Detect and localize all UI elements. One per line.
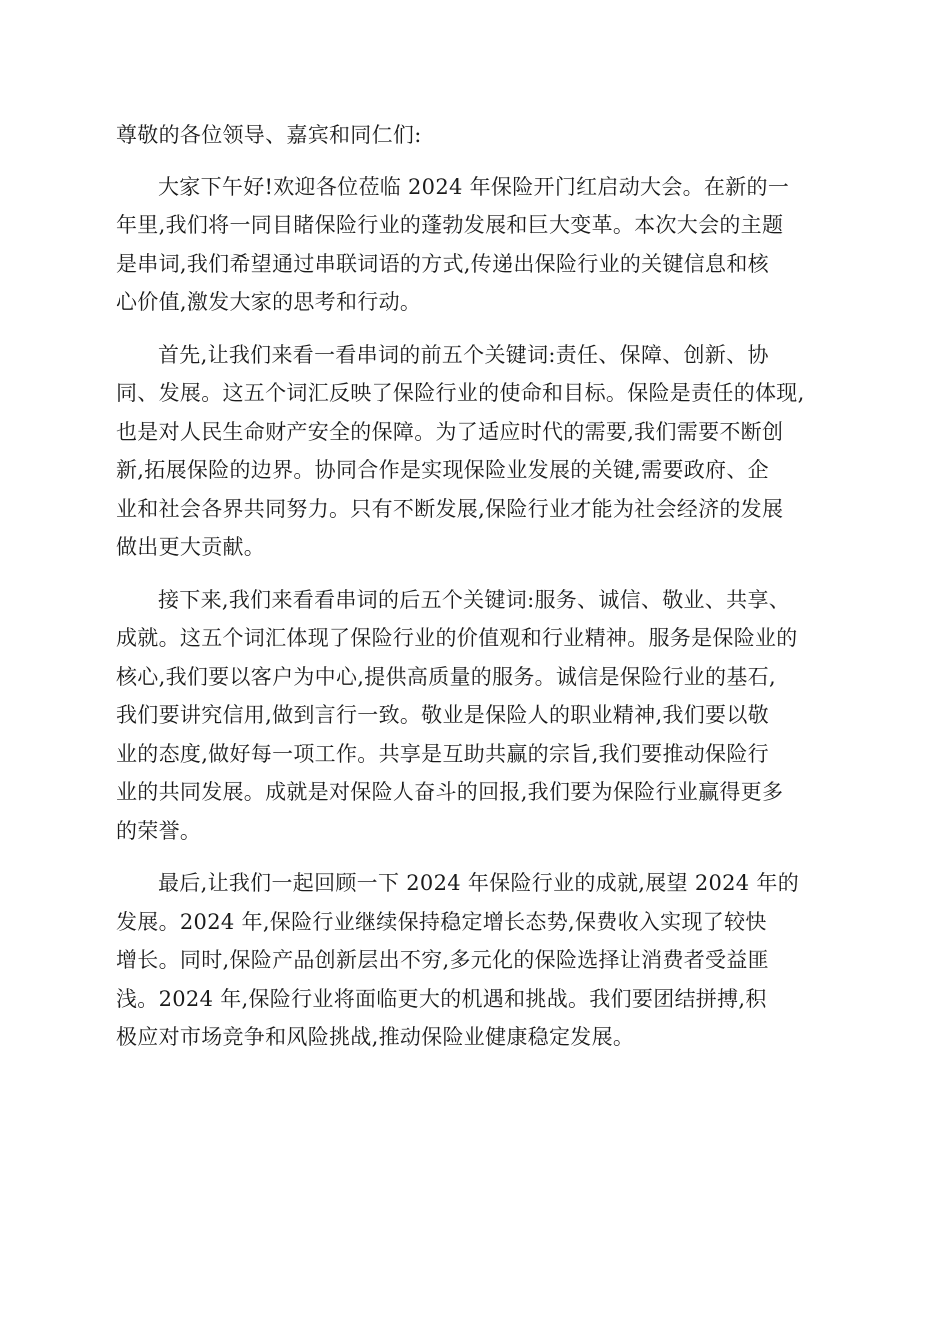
paragraph-line: 是串词,我们希望通过串联词语的方式,传递出保险行业的关键信息和核: [116, 251, 769, 276]
paragraph-line: 业和社会各界共同努力。只有不断发展,保险行业才能为社会经济的发展: [116, 496, 784, 521]
paragraph-line: 同、发展。这五个词汇反映了保险行业的使命和目标。保险是责任的体现,: [116, 381, 805, 405]
paragraph-line: 新,拓展保险的边界。协同合作是实现保险业发展的关键,需要政府、企: [116, 458, 769, 482]
paragraph-line: 浅。2024 年,保险行业将面临更大的机遇和挑战。我们要团结拼搏,积: [116, 986, 767, 1011]
paragraph-line: 接下来,我们来看看串词的后五个关键词:服务、诚信、敬业、共享、: [158, 587, 791, 612]
paragraph-line: 极应对市场竞争和风险挑战,推动保险业健康稳定发展。: [116, 1025, 635, 1049]
paragraph-line: 发展。2024 年,保险行业继续保持稳定增长态势,保费收入实现了较快: [116, 909, 767, 934]
paragraph-line: 我们要讲究信用,做到言行一致。敬业是保险人的职业精神,我们要以敬: [116, 703, 769, 727]
paragraph-line: 也是对人民生命财产安全的保障。为了适应时代的需要,我们需要不断创: [116, 419, 784, 444]
paragraph-line: 做出更大贡献。: [116, 535, 266, 559]
paragraph-line: 首先,让我们来看一看串词的前五个关键词:责任、保障、创新、协: [158, 342, 769, 367]
salutation: [116, 116, 836, 155]
paragraph-line: 业的态度,做好每一项工作。共享是互助共赢的宗旨,我们要推动保险行: [116, 741, 769, 766]
paragraph-line: 年里,我们将一同目睹保险行业的蓬勃发展和巨大变革。本次大会的主题: [116, 213, 784, 237]
paragraph-line: 业的共同发展。成就是对保险人奋斗的回报,我们要为保险行业赢得更多: [116, 780, 784, 804]
paragraph-line: 大家下午好!欢迎各位莅临 2024 年保险开门红启动大会。在新的一: [158, 174, 790, 199]
paragraph-second-keywords: [116, 581, 836, 851]
paragraph-first-keywords: [116, 336, 836, 567]
paragraph-review-outlook: [116, 864, 836, 1057]
paragraph-welcome: [116, 168, 836, 322]
paragraph-line: 心价值,激发大家的思考和行动。: [116, 290, 422, 314]
paragraph-line: 最后,让我们一起回顾一下 2024 年保险行业的成就,展望 2024 年的: [158, 871, 800, 895]
paragraph-line: 的荣誉。: [116, 818, 202, 843]
salutation-text: 尊敬的各位领导、嘉宾和同仁们:: [116, 123, 422, 147]
paragraph-line: 增长。同时,保险产品创新层出不穷,多元化的保险选择让消费者受益匪: [116, 948, 769, 972]
paragraph-line: 核心,我们要以客户为中心,提供高质量的服务。诚信是保险行业的基石,: [116, 664, 776, 689]
paragraph-line: 成就。这五个词汇体现了保险行业的价值观和行业精神。服务是保险业的: [116, 626, 798, 650]
document-body: [116, 116, 836, 1071]
